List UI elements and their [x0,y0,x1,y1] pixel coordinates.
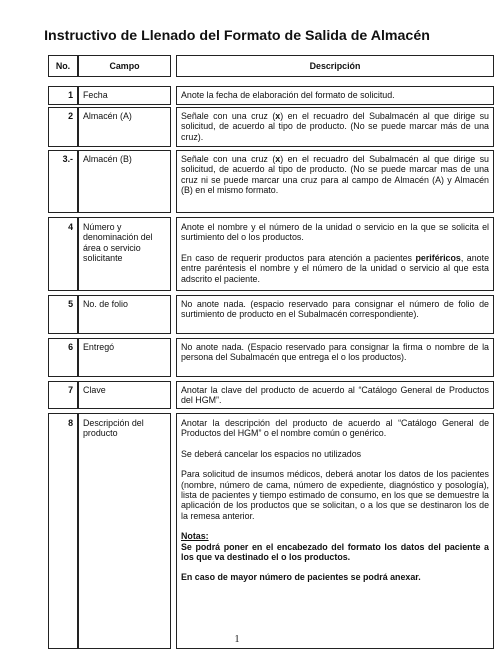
notes-line-1: Se podrá poner en el encabezado del formato los datos del paciente a los que va destinado el o los productos. [181,541,489,563]
page-title: Instructivo de Llenado del Formato de Salida de Almacén [44,28,430,44]
row-number: 1 [48,86,78,105]
row-number: 5 [48,295,78,334]
row-description [176,295,494,334]
description-text: No anote nada. (espacio reservado para consignar el número de folio de surtimiento de producto en el Subalmacén correspondiente). [181,299,489,320]
notes-line-2: En caso de mayor número de pacientes se podrá anexar. [181,572,421,583]
description-text: Anotar la clave del producto de acuerdo al “Catálogo General de Productos del HGM”. [181,385,489,406]
row-field: No. de folio [78,295,171,334]
description-text: Anote la fecha de elaboración del formato de solicitud. [181,90,395,100]
row-number: 3.- [48,150,78,213]
row-field: Fecha [78,86,171,105]
description-text: Se deberá cancelar los espacios no utilizados [181,448,362,459]
description-text: En caso de requerir productos para atención a pacientes periféricos, anote entre paréntesis el nombre y el número de la unidad o servicio al que esta adscrito el paciente. [181,252,489,284]
description-text: No anote nada. (Espacio reservado para consignar la firma o nombre de la persona del Subalmacén que entrega el o los productos). [181,342,489,363]
row-description [176,86,494,105]
row-field: Descripción del producto [78,413,171,649]
header-campo: Campo [78,55,171,77]
row-field: Entregó [78,338,171,377]
row-field: Clave [78,381,171,409]
row-description [176,150,494,213]
description-text: Anotar la descripción del producto de acuerdo al “Catálogo General de Productos del HGM” o el nombre común o genérico. [181,418,489,439]
row-number: 6 [48,338,78,377]
row-description [176,381,494,409]
row-number: 7 [48,381,78,409]
description-text: Señale con una cruz (x) en el recuadro del Subalmacén al que dirige su solicitud, de acuerdo al tipo de producto. (No se puede marcar mas de una cruz ni se puede marcar una cruz para al campo de Almacén (A) y Almacén (B) en el mismo formato. [181,154,489,196]
row-field: Almacén (A) [78,107,171,147]
row-description [176,413,494,649]
row-description [176,338,494,377]
header-descripcion: Descripción [176,55,494,77]
description-text: Señale con una cruz (x) en el recuadro del Subalmacén al que dirige su solicitud, de acuerdo al tipo de producto. (No se puede marcar más de una cruz). [181,111,489,142]
description-text: Anote el nombre y el número de la unidad o servicio en la que se solicita el surtimiento del o los productos. [181,222,489,243]
page-number: 1 [234,634,240,645]
row-number: 2 [48,107,78,147]
row-description [176,107,494,147]
notes-label: Notas: [181,531,209,542]
row-field: Número y denominación del área o servicio solicitante [78,217,171,291]
row-number: 8 [48,413,78,649]
header-no: No. [48,55,78,77]
row-field: Almacén (B) [78,150,171,213]
description-text: Para solicitud de insumos médicos, deberá anotar los datos de los pacientes (nombre, número de cama, número de expediente, diagnóstico y posología), lista de pacientes y tiempo estimado de consumo, en los que se demuestre la aplicación de los productos que se solicitan, o a los que se destinaron los de la remesa anterior. [181,469,489,521]
row-number: 4 [48,217,78,291]
row-description [176,217,494,291]
